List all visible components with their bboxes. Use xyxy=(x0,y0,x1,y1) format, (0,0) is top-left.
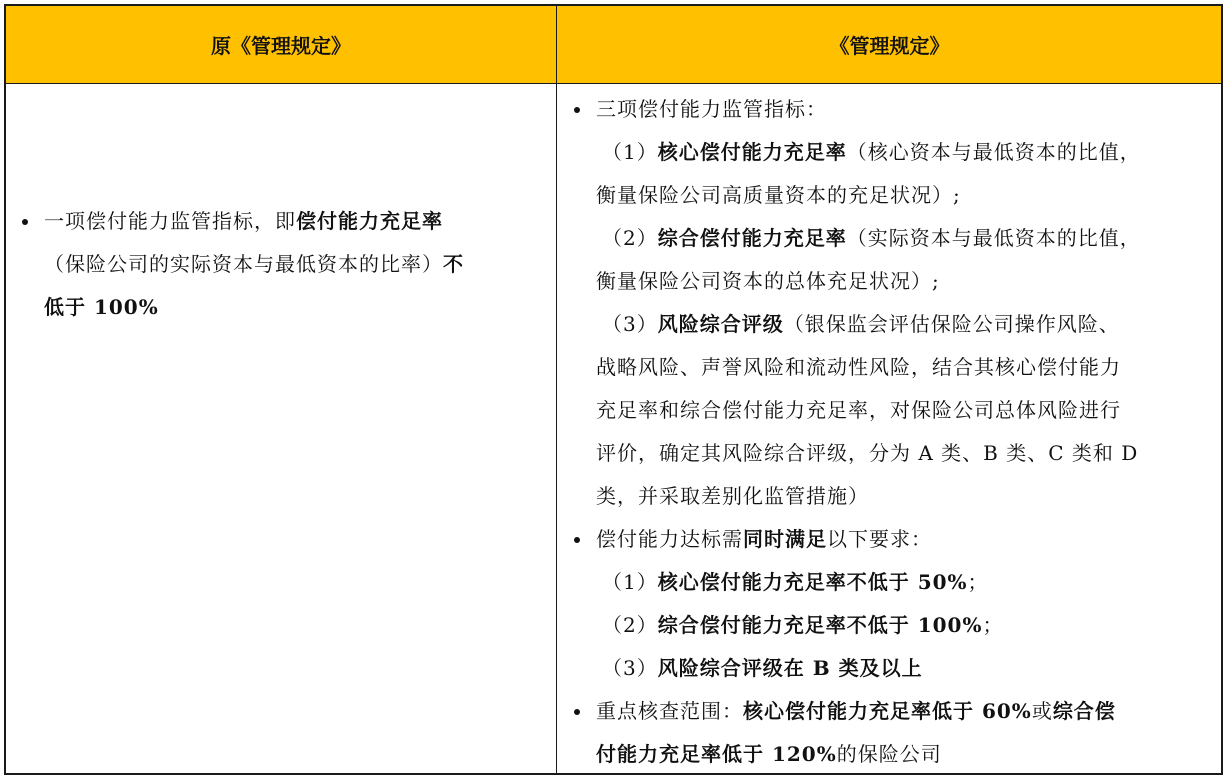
original-rules-cell xyxy=(6,84,556,773)
right-line-6: （3）风险综合评级（银保监会评估保险公司操作风险、 xyxy=(602,312,1120,336)
right-line-16: 付能力充足率低于 120%的保险公司 xyxy=(596,742,942,766)
right-line-5: 衡量保险公司资本的总体充足状况）; xyxy=(596,269,940,293)
right-line-3: 衡量保险公司高质量资本的充足状况）; xyxy=(596,183,961,207)
bullet-icon xyxy=(574,107,580,113)
right-line-11: 偿付能力达标需同时满足以下要求： xyxy=(596,527,932,551)
right-line-12: （1）核心偿付能力充足率不低于 50%； xyxy=(602,570,989,594)
left-line-3: 低于 100% xyxy=(44,295,159,319)
right-line-15: 重点核查范围：核心偿付能力充足率低于 60%或综合偿 xyxy=(596,699,1116,723)
right-line-2: （1）核心偿付能力充足率（核心资本与最低资本的比值， xyxy=(602,140,1141,164)
right-line-4: （2）综合偿付能力充足率（实际资本与最低资本的比值， xyxy=(602,226,1141,250)
new-rules-cell xyxy=(558,84,1221,773)
right-line-10: 类，并采取差别化监管措施） xyxy=(596,484,869,508)
header-new-rules: 《管理规定》 xyxy=(829,33,950,58)
bullet-icon xyxy=(22,219,28,225)
bullet-icon xyxy=(574,709,580,715)
right-line-7: 战略风险、声誉风险和流动性风险，结合其核心偿付能力 xyxy=(596,355,1121,379)
header-original-rules: 原《管理规定》 xyxy=(211,33,351,58)
left-line-1: 一项偿付能力监管指标，即偿付能力充足率 xyxy=(44,209,443,233)
comparison-table xyxy=(4,4,1223,775)
right-line-13: （2）综合偿付能力充足率不低于 100%； xyxy=(602,613,1004,637)
left-line-2: （保险公司的实际资本与最低资本的比率）不 xyxy=(44,252,464,276)
right-line-9: 评价，确定其风险综合评级，分为 A 类、B 类、C 类和 D xyxy=(596,441,1139,465)
column-divider xyxy=(556,6,557,773)
right-line-8: 充足率和综合偿付能力充足率，对保险公司总体风险进行 xyxy=(596,398,1121,422)
bullet-icon xyxy=(574,537,580,543)
table-header xyxy=(6,6,1221,84)
right-line-1: 三项偿付能力监管指标： xyxy=(596,97,827,121)
right-line-14: （3）风险综合评级在 B 类及以上 xyxy=(602,656,923,680)
